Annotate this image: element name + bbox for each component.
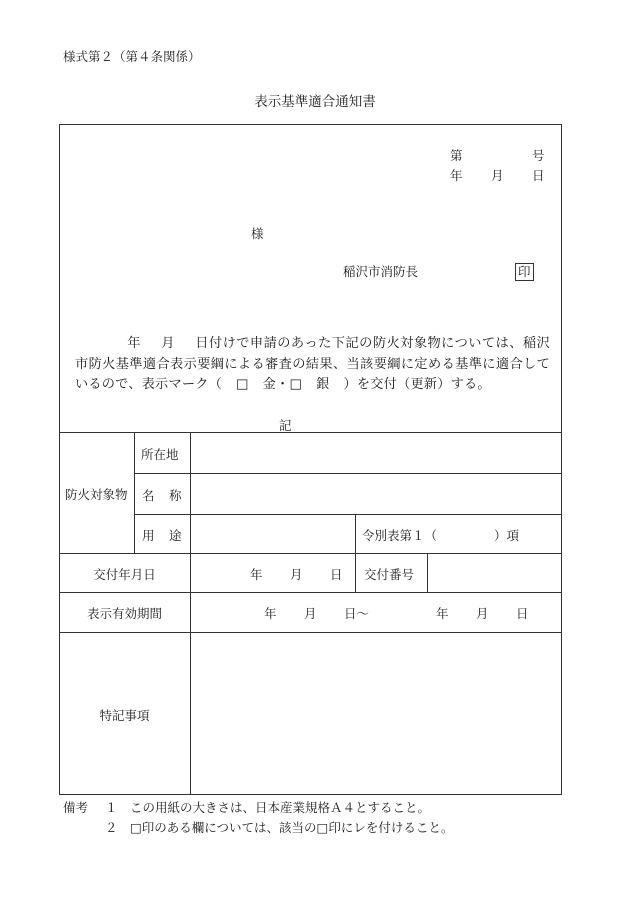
row-line-2 [134, 514, 562, 515]
issue-no-prefix: 第 [450, 148, 463, 163]
use-label-1: 用 [142, 528, 155, 543]
validity-start-year: 年 [264, 606, 277, 621]
issue-no-suffix: 号 [532, 148, 545, 163]
name-label-2: 称 [169, 488, 182, 503]
note-1-text: この用紙の大きさは、日本産業規格Ａ４とすること。 [130, 800, 431, 815]
address-label: 所在地 [141, 447, 179, 462]
silver-checkbox[interactable]: □ [289, 377, 303, 392]
col-line-label [190, 432, 191, 795]
gold-checkbox[interactable]: □ [236, 377, 249, 392]
issue-date-day: 日 [532, 168, 545, 183]
validity-label: 表示有効期間 [86, 606, 162, 621]
issue-date-year: 年 [450, 168, 463, 183]
body-year: 年 [127, 336, 141, 351]
note-1-num: １ [105, 800, 118, 815]
issue-row-day: 日 [330, 567, 343, 582]
gold-label: 金・ [262, 377, 290, 392]
validity-start-month: 月 [304, 606, 317, 621]
remarks-label: 特記事項 [99, 708, 150, 723]
body-paragraph [75, 334, 550, 396]
ordinance-prefix: 令別表第１（ [362, 528, 438, 543]
body-text-2: ）を交付（更新）する。 [343, 377, 491, 392]
issue-date-month: 月 [491, 168, 504, 183]
col-line-number [427, 553, 428, 592]
form-number: 様式第２（第４条関係） [63, 49, 201, 64]
note-2-text: □印のある欄については、該当の□印にレを付けること。 [130, 820, 454, 835]
body-text-1: 日付けで申請のあった下記の防火対象物については、稲沢市防火基準適合表示要綱による審査の結果、当該要綱に定める基準に適合しているので、表示マーク（ [75, 336, 551, 392]
col-line-mid [355, 514, 356, 592]
row-line-3 [59, 553, 562, 554]
row-line-4 [59, 592, 562, 593]
body-month: 月 [160, 336, 175, 351]
silver-label: 銀 [316, 377, 330, 392]
issue-row-year: 年 [250, 567, 263, 582]
note-2-num: ２ [105, 820, 118, 835]
seal-text: 印 [515, 263, 534, 281]
validity-end-year: 年 [436, 606, 449, 621]
validity-range-sep: 日～ [344, 606, 370, 621]
issue-number-label: 交付番号 [364, 567, 415, 582]
col-line-group [134, 432, 135, 553]
validity-end-month: 月 [476, 606, 489, 621]
issue-date-label: 交付年月日 [93, 567, 156, 582]
group-label: 防火対象物 [65, 487, 128, 502]
document-title: 表示基準適合通知書 [254, 94, 376, 110]
validity-end-day: 日 [516, 606, 529, 621]
record-label: 記 [279, 418, 292, 433]
issuer-name: 稲沢市消防長 [343, 264, 419, 279]
use-label-2: 途 [169, 528, 182, 543]
row-line-1 [134, 473, 562, 474]
seal-mark [515, 261, 534, 281]
ordinance-suffix: ）項 [494, 528, 520, 543]
name-label-1: 名 [142, 488, 155, 503]
notes-label: 備考 [63, 800, 89, 815]
issue-row-month: 月 [290, 567, 303, 582]
recipient-suffix: 様 [251, 226, 264, 241]
row-line-5 [59, 632, 562, 633]
